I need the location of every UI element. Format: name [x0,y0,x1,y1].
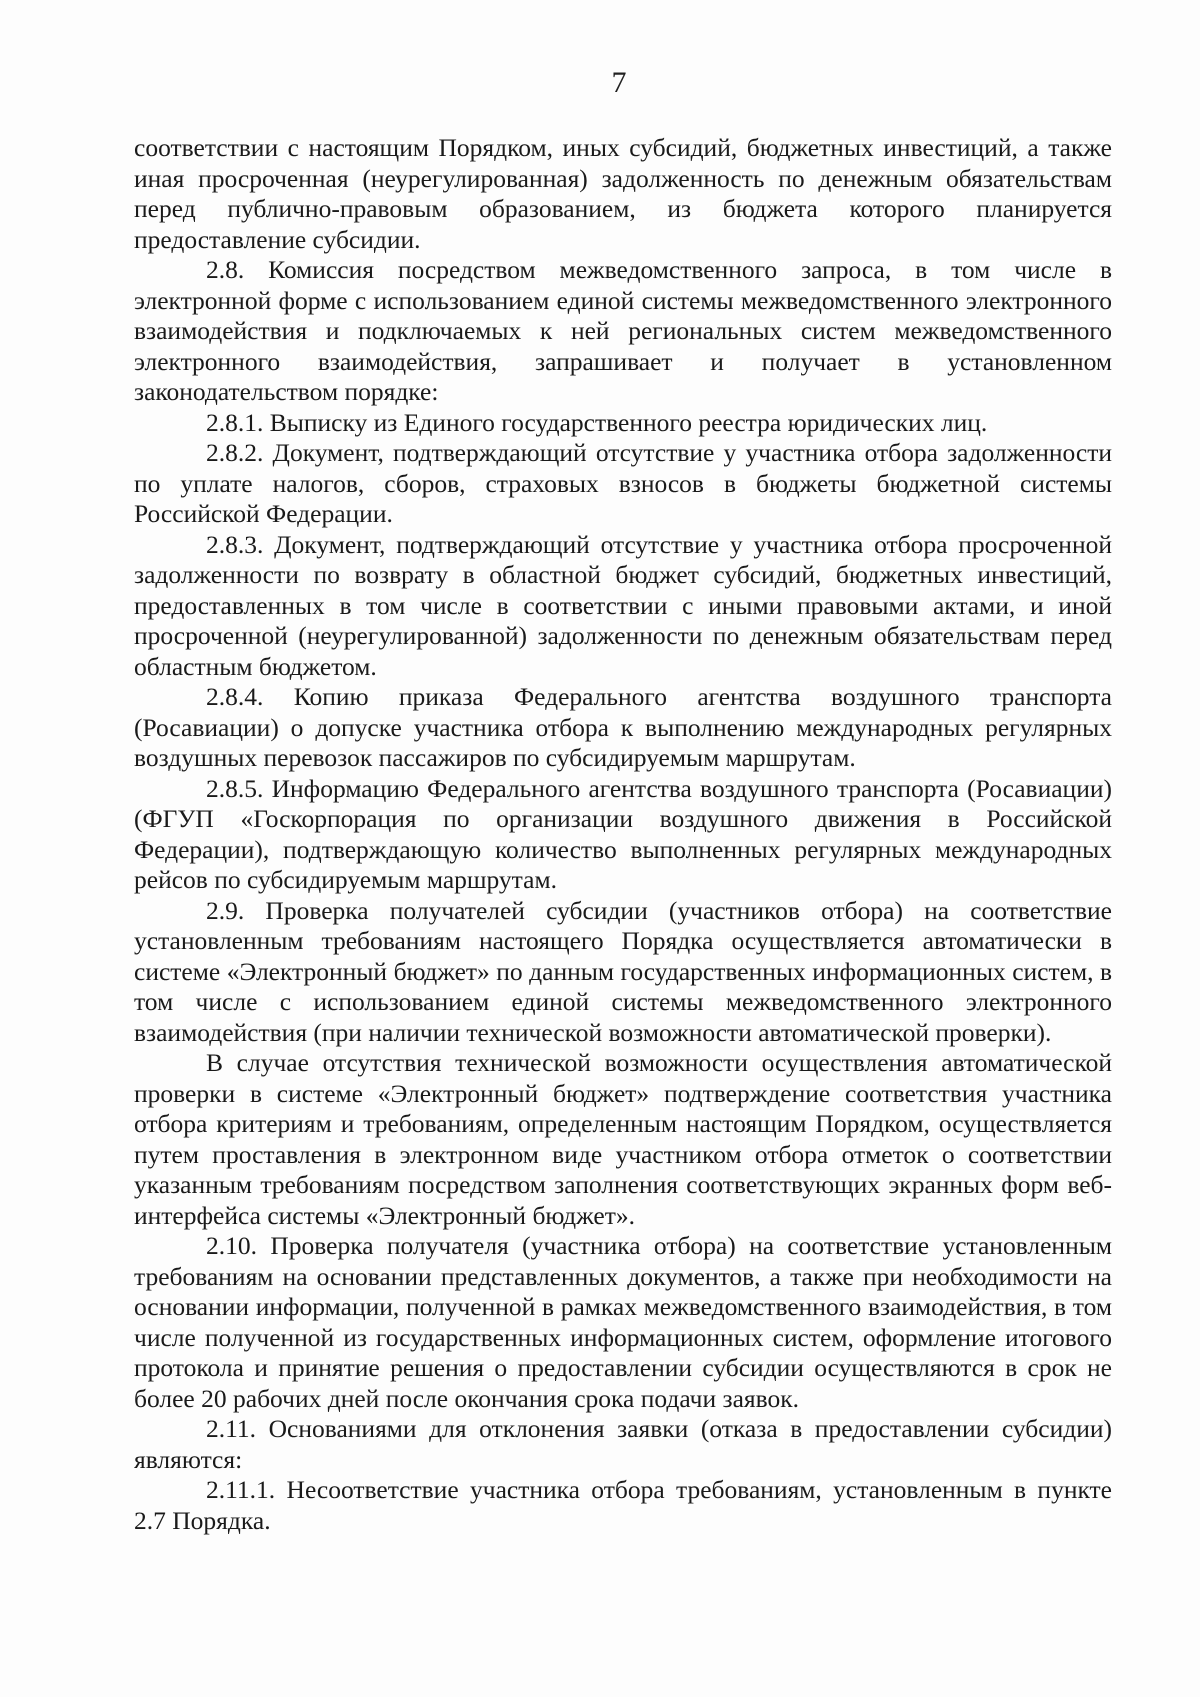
paragraph-2-8-1: 2.8.1. Выписку из Единого государственного реестра юридических лиц. [206,407,988,437]
paragraph-2-10: 2.10. Проверка получателя (участника отбора) на соответствие установленным требованиям на основании представленных документов, а также при необходимости на основании информации, полученной в рамках межведомственного взаимодействия, в том числе полученной из государственных информационных систем, оформление итогового протокола и принятие решения о предоставлении субсидии осуществляются в срок не более 20 рабочих дней после окончания срока подачи заявок. [134,1231,1112,1413]
paragraph-2-8-5: 2.8.5. Информацию Федерального агентства воздушного транспорта (Росавиации) (ФГУП «Госкорпорация по организации воздушного движения в Российской Федерации), подтверждающую количество выполненных регулярных международных рейсов по субсидируемым маршрутам. [134,773,1112,894]
paragraph-2-8-2: 2.8.2. Документ, подтверждающий отсутствие у участника отбора задолженности по уплате налогов, сборов, страховых взносов в бюджеты бюджетной системы Российской Федерации. [134,438,1112,528]
paragraph-2-11: 2.11. Основаниями для отклонения заявки (отказа в предоставлении субсидии) являются: [134,1414,1112,1474]
paragraph-2-9-case: В случае отсутствия технической возможности осуществления автоматической проверки в системе «Электронный бюджет» подтверждение соответствия участника отбора критериям и требованиям, определенным настоящим Порядком, осуществляется путем проставления в электронном виде участником отбора отметок о соответствии указанным требованиям посредством заполнения соответствующих экранных форм веб-интерфейса системы «Электронный бюджет». [134,1048,1112,1230]
paragraph-2-8-3: 2.8.3. Документ, подтверждающий отсутствие у участника отбора просроченной задолженности по возврату в областной бюджет субсидий, бюджетных инвестиций, предоставленных в том числе в соответствии с иными правовыми актами, и иной просроченной (неурегулированной) задолженности по денежным обязательствам перед областным бюджетом. [134,529,1112,681]
paragraph: соответствии с настоящим Порядком, иных субсидий, бюджетных инвестиций, а также иная просроченная (неурегулированная) задолженность по денежным обязательствам перед публично-правовым образованием, из бюджета которого планируется предоставление субсидии. [134,133,1112,254]
paragraph-2-9: 2.9. Проверка получателей субсидии (участников отбора) на соответствие установленным требованиям настоящего Порядка осуществляется автоматически в системе «Электронный бюджет» по данным государственных информационных систем, в том числе с использованием единой системы межведомственного электронного взаимодействия (при наличии технической возможности автоматической проверки). [134,895,1112,1047]
paragraph-2-8: 2.8. Комиссия посредством межведомственного запроса, в том числе в электронной форме с использованием единой системы межведомственного электронного взаимодействия и подключаемых к ней региональных систем межведомственного электронного взаимодействия, запрашивает и получает в установленном законодательством порядке: [134,255,1112,406]
document-body [134,133,1112,1536]
paragraph-2-11-1: 2.11.1. Несоответствие участника отбора требованиям, установленным в пункте 2.7 Порядка. [134,1475,1112,1535]
paragraph-2-8-4: 2.8.4. Копию приказа Федерального агентства воздушного транспорта (Росавиации) о допуске участника отбора к выполнению международных регулярных воздушных перевозок пассажиров по субсидируемым маршрутам. [134,682,1112,772]
page-number: 7 [611,66,627,99]
